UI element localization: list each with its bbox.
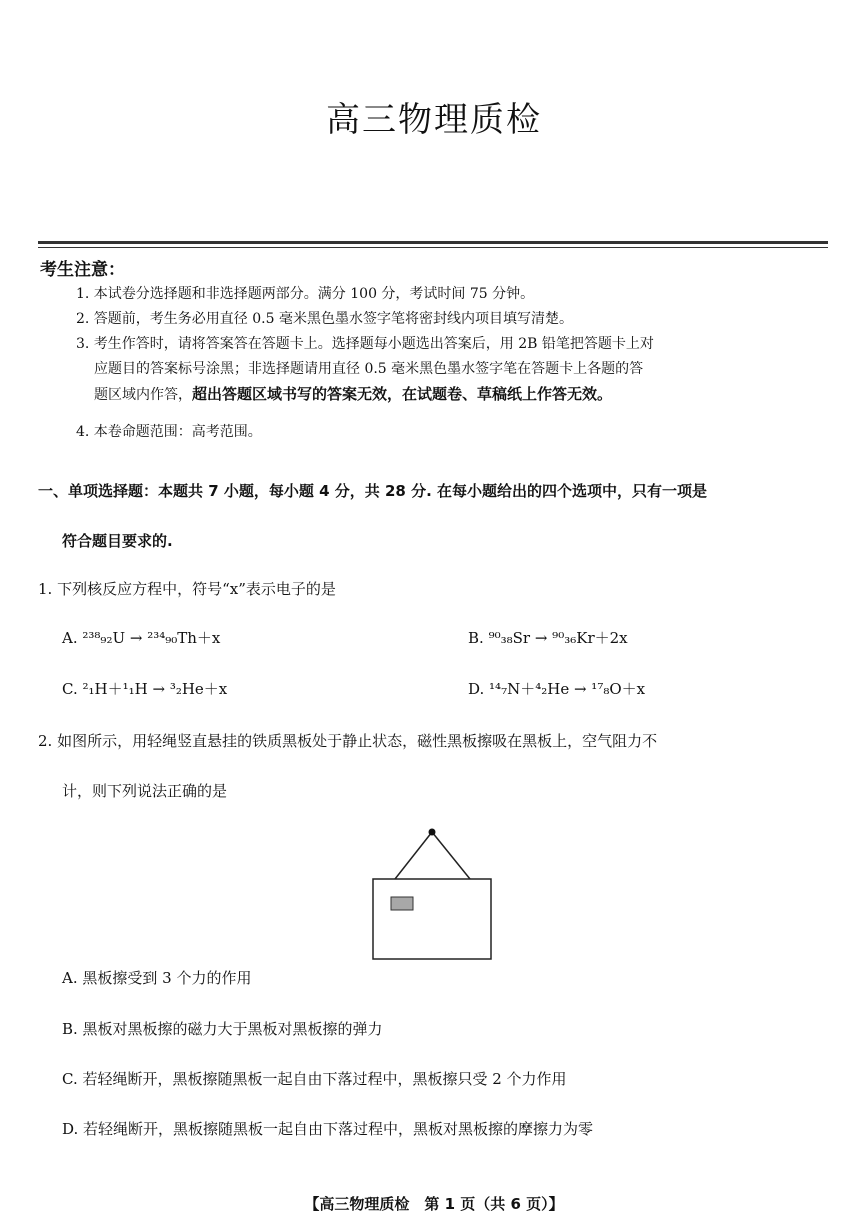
question-2-option-b: B. 黑板对黑板擦的磁力大于黑板对黑板擦的弹力 <box>62 1020 383 1038</box>
question-1-option-c <box>62 678 227 699</box>
question-2-stem-line-2: 计，则下列说法正确的是 <box>62 782 228 800</box>
notice-item-3-text-3: 题区域内作答， <box>94 387 192 403</box>
page-footer: 【高三物理质检 第 1 页（共 6 页）】 <box>304 1195 564 1213</box>
hang-point <box>429 829 436 836</box>
rope-right <box>432 832 470 879</box>
divider <box>38 241 828 244</box>
option-d-label: D. <box>468 680 485 698</box>
option-c-label: C. <box>62 680 78 698</box>
page-title: 高三物理质检 <box>326 100 542 140</box>
notice-heading: 考生注意： <box>40 260 125 280</box>
question-1-option-d <box>468 678 645 699</box>
option-b-equation: ⁹⁰₃₈Sr → ⁹⁰₃₆Kr＋2x <box>488 629 628 647</box>
question-2-option-c: C. 若轻绳断开，黑板擦随黑板一起自由下落过程中，黑板擦只受 2 个力作用 <box>62 1070 567 1088</box>
section-heading-line-2: 符合题目要求的. <box>62 532 173 550</box>
question-2-option-d: D. 若轻绳断开，黑板擦随黑板一起自由下落过程中，黑板对黑板擦的摩擦力为零 <box>62 1120 594 1138</box>
notice-item-2: 2. 答题前，考生务必用直径 0.5 毫米黑色墨水签字笔将密封线内项目填写清楚。 <box>76 311 573 327</box>
blackboard <box>373 879 491 959</box>
divider-thin <box>38 247 828 248</box>
notice-emphasis: 超出答题区域书写的答案无效，在试题卷、草稿纸上作答无效。 <box>192 385 613 403</box>
notice-item-3-line-1: 3. 考生作答时，请将答案答在答题卡上。选择题每小题选出答案后，用 2B 铅笔把答题卡上对 <box>76 336 654 352</box>
option-b-label: B. <box>468 629 484 647</box>
option-d-equation: ¹⁴₇N＋⁴₂He → ¹⁷₈O＋x <box>489 680 646 698</box>
blackboard-diagram <box>360 822 505 962</box>
question-2-stem-line-1: 2. 如图所示，用轻绳竖直悬挂的铁质黑板处于静止状态，磁性黑板擦吸在黑板上，空气阻力不 <box>38 732 658 750</box>
notice-item-4: 4. 本卷命题范围：高考范围。 <box>76 424 262 440</box>
question-1-option-b <box>468 627 628 648</box>
notice-item-3-line-2 <box>76 357 836 381</box>
notice-item-3-line-3 <box>76 382 836 407</box>
rope-left <box>395 832 432 879</box>
option-a-equation: ²³⁸₉₂U → ²³⁴₉₀Th＋x <box>82 629 221 647</box>
option-c-equation: ²₁H＋¹₁H → ³₂He＋x <box>82 680 228 698</box>
question-1-option-a <box>62 627 220 648</box>
question-2-option-a: A. 黑板擦受到 3 个力的作用 <box>62 969 252 987</box>
notice-item-1: 1. 本试卷分选择题和非选择题两部分。满分 100 分，考试时间 75 分钟。 <box>76 286 535 302</box>
notice-item-3-text-2: 应题目的答案标号涂黑；非选择题请用直径 0.5 毫米黑色墨水签字笔在答题卡上各题的答 <box>94 361 644 377</box>
option-a-label: A. <box>62 629 78 647</box>
section-heading-line-1: 一、单项选择题：本题共 7 小题，每小题 4 分，共 28 分. 在每小题给出的四个选项中，只有一项是 <box>38 482 708 500</box>
eraser <box>391 897 413 910</box>
question-1-stem: 1. 下列核反应方程中，符号“x”表示电子的是 <box>38 580 336 598</box>
